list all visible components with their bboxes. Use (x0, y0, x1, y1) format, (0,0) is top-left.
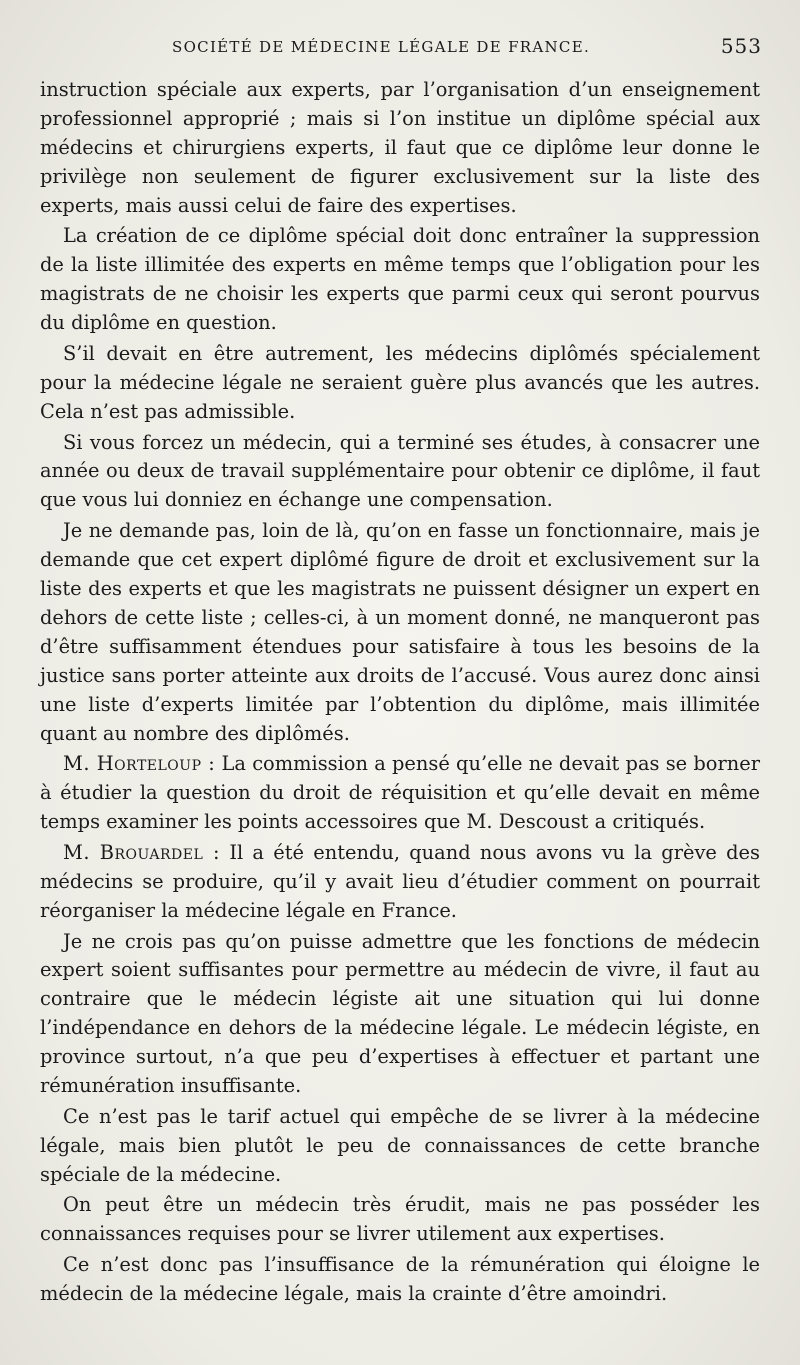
paragraph (40, 839, 760, 926)
paragraph (40, 750, 760, 837)
paragraph-text: Ce n’est donc pas l’insuffisance de la rémunération qui éloigne le médecin de la médecine légale, mais la crainte d’être amoindri. (40, 1253, 760, 1306)
paragraph-text: Je ne demande pas, loin de là, qu’on en fasse un fonctionnaire, mais je demande que cet expert diplômé figure de droit et exclusivement sur la liste des experts et que les magistrats ne puissent désigner un expert en dehors de cette liste ; celles-ci, à un moment donné, ne manqueront pas d’être suffisamment étendues pour satisfaire à tous les besoins de la justice sans porter atteinte aux droits de l’accusé. Vous aurez donc ainsi une liste d’experts limitée par l’obtention du diplôme, mais illimitée quant au nombre des diplômés. (40, 519, 760, 745)
paragraph (40, 429, 760, 516)
paragraph-text: Il a été entendu, quand nous avons vu la grève des médecins se produire, qu’il y avait lieu d’étudier comment on pourrait réorganiser la médecine légale en France. (40, 840, 760, 922)
paragraph-text: La commission a pensé qu’elle ne devait pas se borner à étudier la question du droit de réquisition et qu’elle devait en même temps examiner les points accessoires que M. Descoust a critiqués. (40, 752, 760, 834)
running-head (40, 34, 762, 64)
speaker-name: M. Brouardel : (63, 840, 221, 864)
paragraph-text: On peut être un médecin très érudit, mais ne pas posséder les connaissances requises pour se livrer utilement aux expertises. (40, 1193, 760, 1246)
paragraph-text: Si vous forcez un médecin, qui a terminé ses études, à consacrer une année ou deux de travail supplémentaire pour obtenir ce diplôme, il faut que vous lui donniez en échange une compensation. (40, 430, 760, 512)
body-text (40, 76, 760, 1311)
running-title: SOCIÉTÉ DE MÉDECINE LÉGALE DE FRANCE. (172, 38, 591, 56)
paragraph (40, 222, 760, 338)
page-number: 553 (720, 34, 762, 58)
paragraph-text: instruction spéciale aux experts, par l’organisation d’un enseignement professionnel approprié ; mais si l’on institue un diplôme spécial aux médecins et chirurgiens experts, il faut que ce diplôme leur donne le privilège non seulement de figurer exclusivement sur la liste des experts, mais aussi celui de faire des expertises. (40, 78, 760, 217)
paragraph (40, 928, 760, 1101)
paragraph (40, 76, 760, 221)
paragraph-text: Ce n’est pas le tarif actuel qui empêche de se livrer à la médecine légale, mais bien plutôt le peu de connaissances de cette branche spéciale de la médecine. (40, 1104, 760, 1186)
speaker-name: M. Horteloup : (63, 752, 216, 776)
paragraph (40, 340, 760, 427)
paragraph (40, 1251, 760, 1309)
paragraph-text: La création de ce diplôme spécial doit donc entraîner la suppression de la liste illimitée des experts en même temps que l’obligation pour les magistrats de ne choisir les experts que parmi ceux qui seront pourvus du diplôme en question. (40, 224, 760, 335)
paragraph-text: S’il devait en être autrement, les médecins diplômés spécialement pour la médecine légale ne seraient guère plus avancés que les autres. Cela n’est pas admissible. (40, 341, 760, 423)
paragraph (40, 517, 760, 748)
paragraph-text: Je ne crois pas qu’on puisse admettre que les fonctions de médecin expert soient suffisantes pour permettre au médecin de vivre, il faut au contraire que le médecin légiste ait une situation qui lui donne l’indépendance en dehors de la médecine légale. Le médecin légiste, en province surtout, n’a que peu d’expertises à effectuer et partant une rémunération insuffisante. (40, 929, 760, 1098)
paragraph (40, 1191, 760, 1249)
paragraph (40, 1103, 760, 1190)
